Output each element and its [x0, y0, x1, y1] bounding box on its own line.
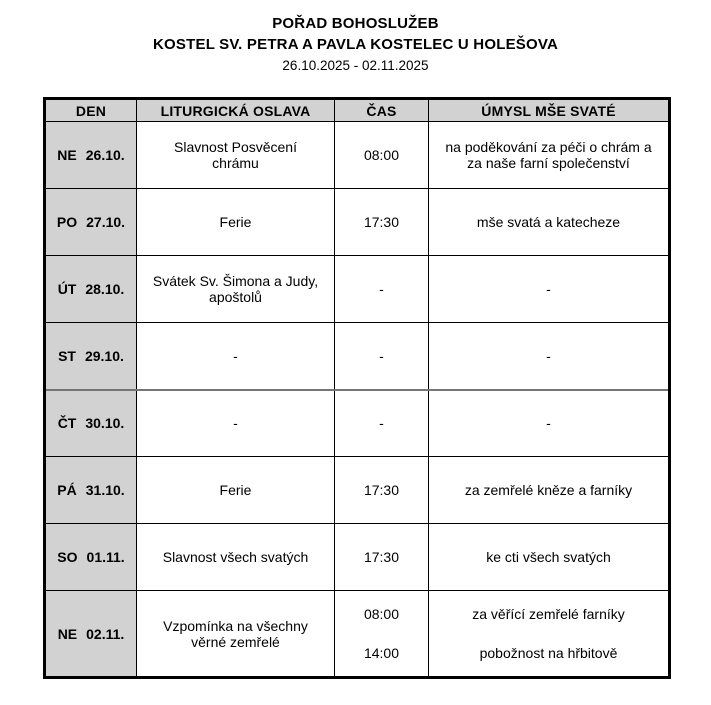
document-header: [0, 0, 711, 76]
intention-line: na poděkování za péči o chrám a: [445, 139, 652, 155]
celebration-cell: [137, 457, 335, 524]
schedule-body: [45, 122, 670, 678]
day-date: 28.10.: [85, 281, 125, 297]
day-cell: [45, 122, 137, 189]
time-value: 08:00: [363, 606, 400, 622]
day-cell: [45, 256, 137, 323]
day-abbreviation: PÁ: [57, 482, 77, 498]
time-value: 08:00: [363, 147, 400, 163]
table-row: [45, 323, 670, 390]
header-row: [45, 99, 670, 122]
celebration-line: věrné zemřelé: [191, 633, 280, 650]
intention-cell: [429, 457, 670, 524]
table-row: [45, 457, 670, 524]
table-row: [45, 524, 670, 591]
intention-stack: [434, 281, 663, 297]
intention-line: ke cti všech svatých: [486, 549, 611, 565]
intention-line: za zemřelé kněze a farníky: [464, 482, 633, 498]
time-stack: [340, 606, 423, 661]
table-row: [45, 122, 670, 189]
schedule-table: [43, 97, 671, 679]
intention-line: mše svatá a katecheze: [476, 214, 621, 230]
day-abbreviation: PO: [56, 214, 78, 230]
time-stack: [340, 415, 423, 431]
intention-line: -: [546, 347, 551, 364]
celebration-cell: [137, 122, 335, 189]
celebration-line: Vzpomínka na všechny: [163, 617, 308, 634]
intention-cell: [429, 390, 670, 457]
time-stack: [340, 281, 423, 297]
intention-entry: [434, 214, 663, 230]
day-date: 30.10.: [85, 415, 125, 432]
day-abbreviation: ÚT: [57, 281, 77, 297]
intention-cell: [429, 189, 670, 256]
intention-entry: [434, 415, 663, 431]
day-abbreviation: NE: [57, 147, 77, 163]
intention-stack: [434, 214, 663, 230]
intention-entry: [434, 139, 663, 171]
intention-cell: [429, 256, 670, 323]
header-cell-umysl-mse-svate: ÚMYSL MŠE SVATÉ: [429, 99, 670, 122]
celebration-line: Slavnost všech svatých: [162, 549, 309, 565]
time-value: 14:00: [363, 645, 400, 661]
intention-stack: [434, 549, 663, 565]
page-title-line2: KOSTEL SV. PETRA A PAVLA KOSTELEC U HOLEŠOVA: [153, 36, 558, 53]
day-cell: [45, 457, 137, 524]
time-stack: [340, 348, 423, 364]
day-date: 29.10.: [84, 347, 124, 364]
celebration-line: apoštolů: [209, 289, 262, 305]
table-row: [45, 256, 670, 323]
celebration-cell: [137, 323, 335, 390]
intention-entry: [434, 549, 663, 565]
day-cell: [45, 390, 137, 457]
celebration-cell: [137, 524, 335, 591]
celebration-cell: [137, 256, 335, 323]
time-cell: [335, 390, 429, 457]
day-abbreviation: ČT: [57, 415, 77, 432]
celebration-line: Svátek Sv. Šimona a Judy,: [152, 273, 319, 289]
time-value: 17:30: [363, 549, 400, 565]
day-date: 02.11.: [86, 625, 125, 642]
intention-line: za naše farní společenství: [467, 155, 630, 171]
intention-cell: [429, 122, 670, 189]
day-cell: [45, 591, 137, 678]
time-cell: [335, 524, 429, 591]
header-cell-cas: ČAS: [335, 99, 429, 122]
intention-cell: [429, 524, 670, 591]
intention-entry: [434, 281, 663, 297]
intention-stack: [434, 482, 663, 498]
intention-stack: [434, 348, 663, 364]
day-date-group: [57, 482, 124, 498]
time-value: -: [379, 415, 384, 432]
time-cell: [335, 122, 429, 189]
celebration-line: Slavnost Posvěcení: [174, 139, 297, 155]
time-stack: [340, 549, 423, 565]
celebration-line: -: [233, 415, 238, 432]
day-date: 26.10.: [85, 147, 125, 163]
day-cell: [45, 524, 137, 591]
time-value: 17:30: [363, 482, 400, 498]
day-cell: [45, 189, 137, 256]
time-value: 17:30: [363, 214, 400, 230]
table-row: [45, 591, 670, 678]
day-date-group: [58, 626, 125, 642]
intention-entry: [434, 348, 663, 364]
day-abbreviation: ST: [58, 347, 76, 364]
time-cell: [335, 323, 429, 390]
intention-entry: [434, 645, 663, 661]
intention-line: -: [546, 281, 551, 297]
day-abbreviation: SO: [57, 549, 78, 565]
intention-line: za věřící zemřelé farníky: [472, 606, 625, 622]
time-cell: [335, 591, 429, 678]
table-row: [45, 189, 670, 256]
intention-entry: [434, 482, 663, 498]
day-abbreviation: NE: [57, 625, 78, 642]
day-date: 31.10.: [85, 482, 125, 498]
table-row: [45, 390, 670, 457]
day-date-group: [58, 281, 125, 297]
day-date-group: [58, 348, 124, 364]
intention-cell: [429, 323, 670, 390]
day-date: 27.10.: [86, 214, 126, 230]
time-cell: [335, 189, 429, 256]
time-value: -: [379, 281, 384, 297]
celebration-cell: [137, 591, 335, 678]
celebration-line: Ferie: [219, 482, 252, 498]
time-stack: [340, 482, 423, 498]
header-cell-liturgicka-oslava: LITURGICKÁ OSLAVA: [137, 99, 335, 122]
day-date-group: [57, 214, 125, 230]
time-cell: [335, 457, 429, 524]
day-date: 01.11.: [86, 549, 125, 565]
page-title-date-range: 26.10.2025 - 02.11.2025: [282, 58, 429, 73]
schedule-table-header: [45, 99, 670, 122]
celebration-cell: [137, 189, 335, 256]
intention-entry: [434, 606, 663, 622]
day-date-group: [57, 147, 124, 163]
header-cell-den: DEN: [45, 99, 137, 122]
intention-stack: [434, 139, 663, 171]
page-title-line1: POŘAD BOHOSLUŽEB: [272, 15, 439, 32]
day-date-group: [58, 415, 125, 431]
celebration-line: -: [233, 347, 238, 364]
day-date-group: [57, 549, 124, 565]
intention-line: -: [546, 415, 551, 432]
time-stack: [340, 214, 423, 230]
time-stack: [340, 147, 423, 163]
intention-stack: [434, 606, 663, 661]
intention-stack: [434, 415, 663, 431]
intention-cell: [429, 591, 670, 678]
celebration-line: Ferie: [219, 214, 252, 230]
intention-line: pobožnost na hřbitově: [479, 645, 618, 661]
time-cell: [335, 256, 429, 323]
day-cell: [45, 323, 137, 390]
time-value: -: [379, 347, 384, 364]
celebration-cell: [137, 390, 335, 457]
celebration-line: chrámu: [212, 155, 259, 171]
